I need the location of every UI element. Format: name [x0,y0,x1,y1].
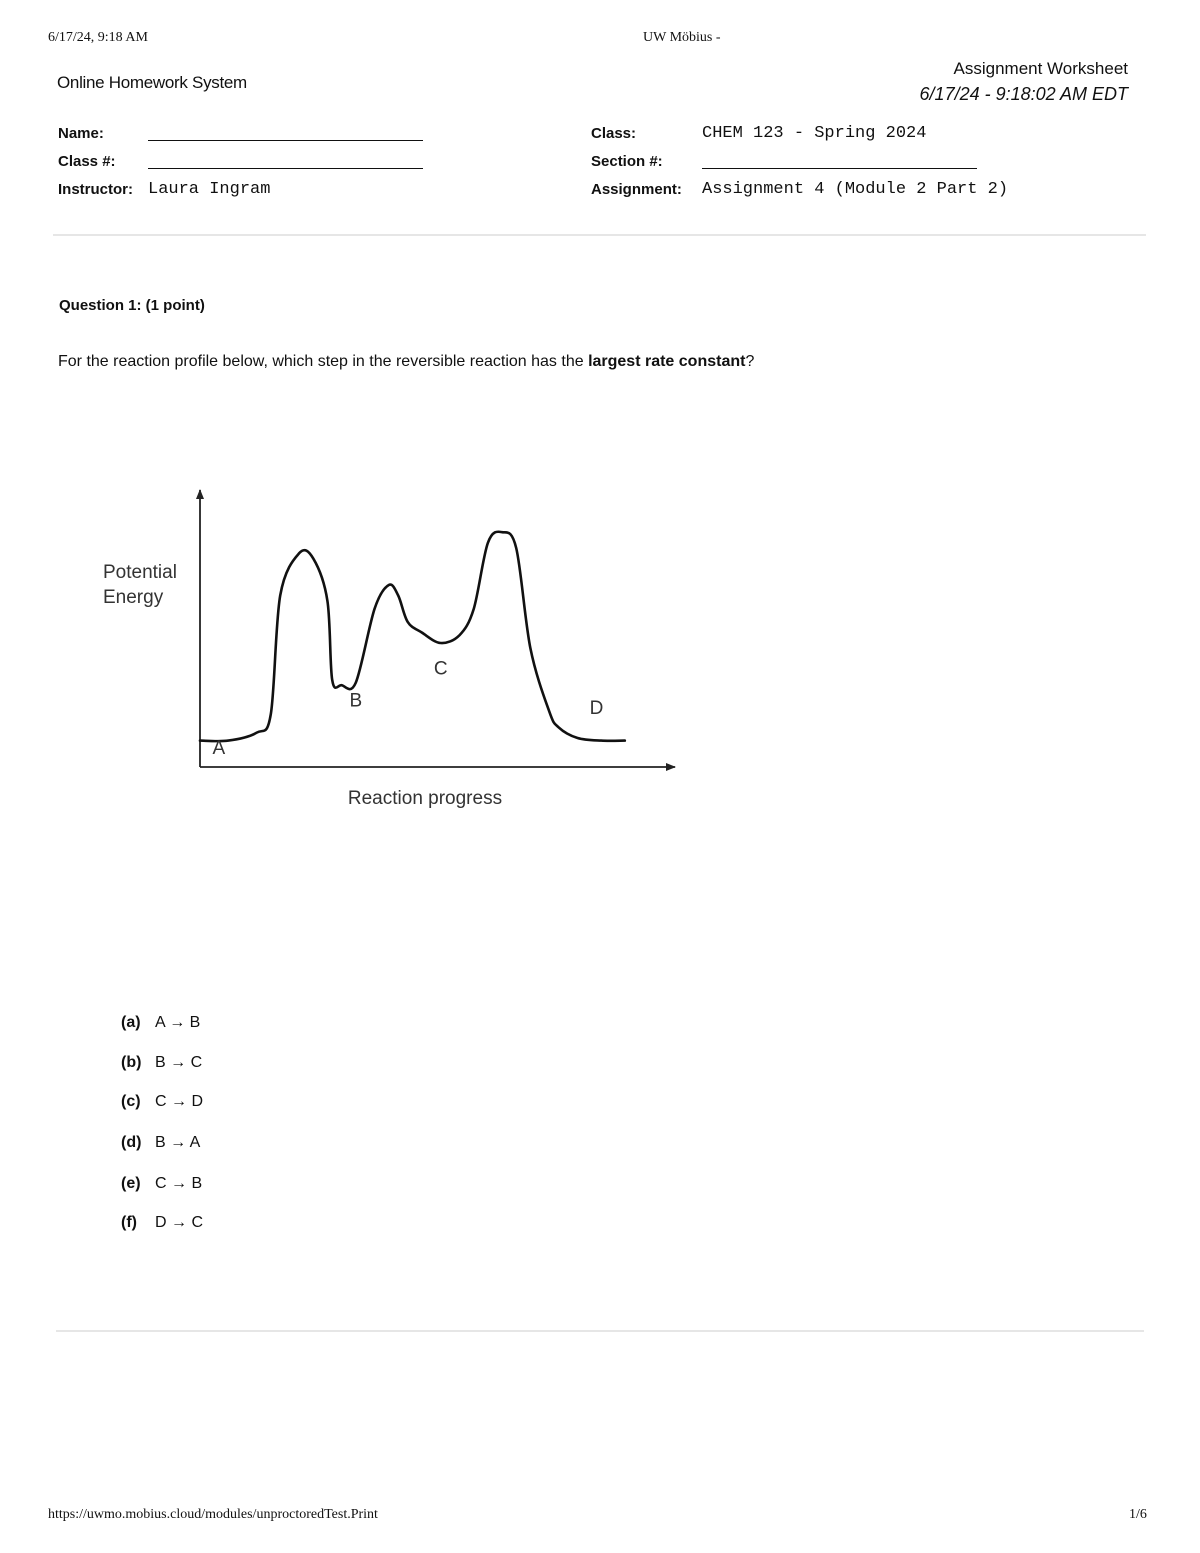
header-divider [53,234,1146,236]
print-datetime: 6/17/24, 9:18 AM [48,30,148,45]
option-letter: (a) [121,1014,141,1031]
option-letter: (c) [121,1093,141,1110]
option-letter: (d) [121,1134,142,1151]
state-label-c: C [433,658,448,680]
instructor-value: Laura Ingram [148,180,271,199]
answer-option [121,1175,202,1193]
print-page-number: 1/6 [1129,1507,1147,1522]
option-text: C → D [155,1093,203,1110]
class-num-label: Class #: [58,153,116,170]
class-value: CHEM 123 - Spring 2024 [702,124,927,143]
question-text-start: For the reaction profile below, which step in the reversible reaction has the [58,353,589,370]
reaction-profile-chart [90,480,690,820]
assignment-value: Assignment 4 (Module 2 Part 2) [702,180,1009,199]
class-label: Class: [591,125,637,142]
energy-profile-curve [200,532,625,742]
system-name: Online Homework System [57,73,247,92]
y-axis-label-line1: Potential [103,562,177,583]
print-page-title: UW Möbius - [643,30,721,45]
question-text [58,353,754,371]
name-label: Name: [58,125,104,142]
footer-divider [56,1330,1144,1332]
name-blank [148,140,423,141]
state-label-b: B [349,690,363,712]
worksheet-type: Assignment Worksheet [953,59,1128,78]
class-num-blank [148,168,423,169]
option-letter: (f) [121,1214,137,1231]
option-text: C → B [155,1175,203,1192]
answer-option [121,1134,200,1152]
question-text-emphasis: largest rate constant [588,353,746,370]
option-text: A → B [155,1014,201,1031]
question-text-end: ? [745,353,755,370]
state-label-d: D [589,698,604,720]
option-text: B → C [155,1054,203,1071]
option-letter: (b) [121,1054,142,1071]
question-title: Question 1: (1 point) [59,297,205,314]
x-axis-label: Reaction progress [347,788,503,809]
option-text: D → C [155,1214,203,1231]
answer-option [121,1054,202,1072]
instructor-label: Instructor: [58,181,133,198]
y-axis-label-line2: Energy [103,587,164,608]
option-letter: (e) [121,1175,141,1192]
answer-option [121,1214,203,1232]
section-blank [702,168,977,169]
section-label: Section #: [591,153,663,170]
worksheet-date: 6/17/24 - 9:18:02 AM EDT [919,84,1128,104]
state-label-a: A [212,737,226,759]
option-text: B → A [155,1134,201,1151]
assignment-label: Assignment: [591,181,682,198]
answer-option [121,1093,203,1111]
answer-option [121,1014,200,1032]
print-url: https://uwmo.mobius.cloud/modules/unproctoredTest.Print [48,1507,378,1522]
